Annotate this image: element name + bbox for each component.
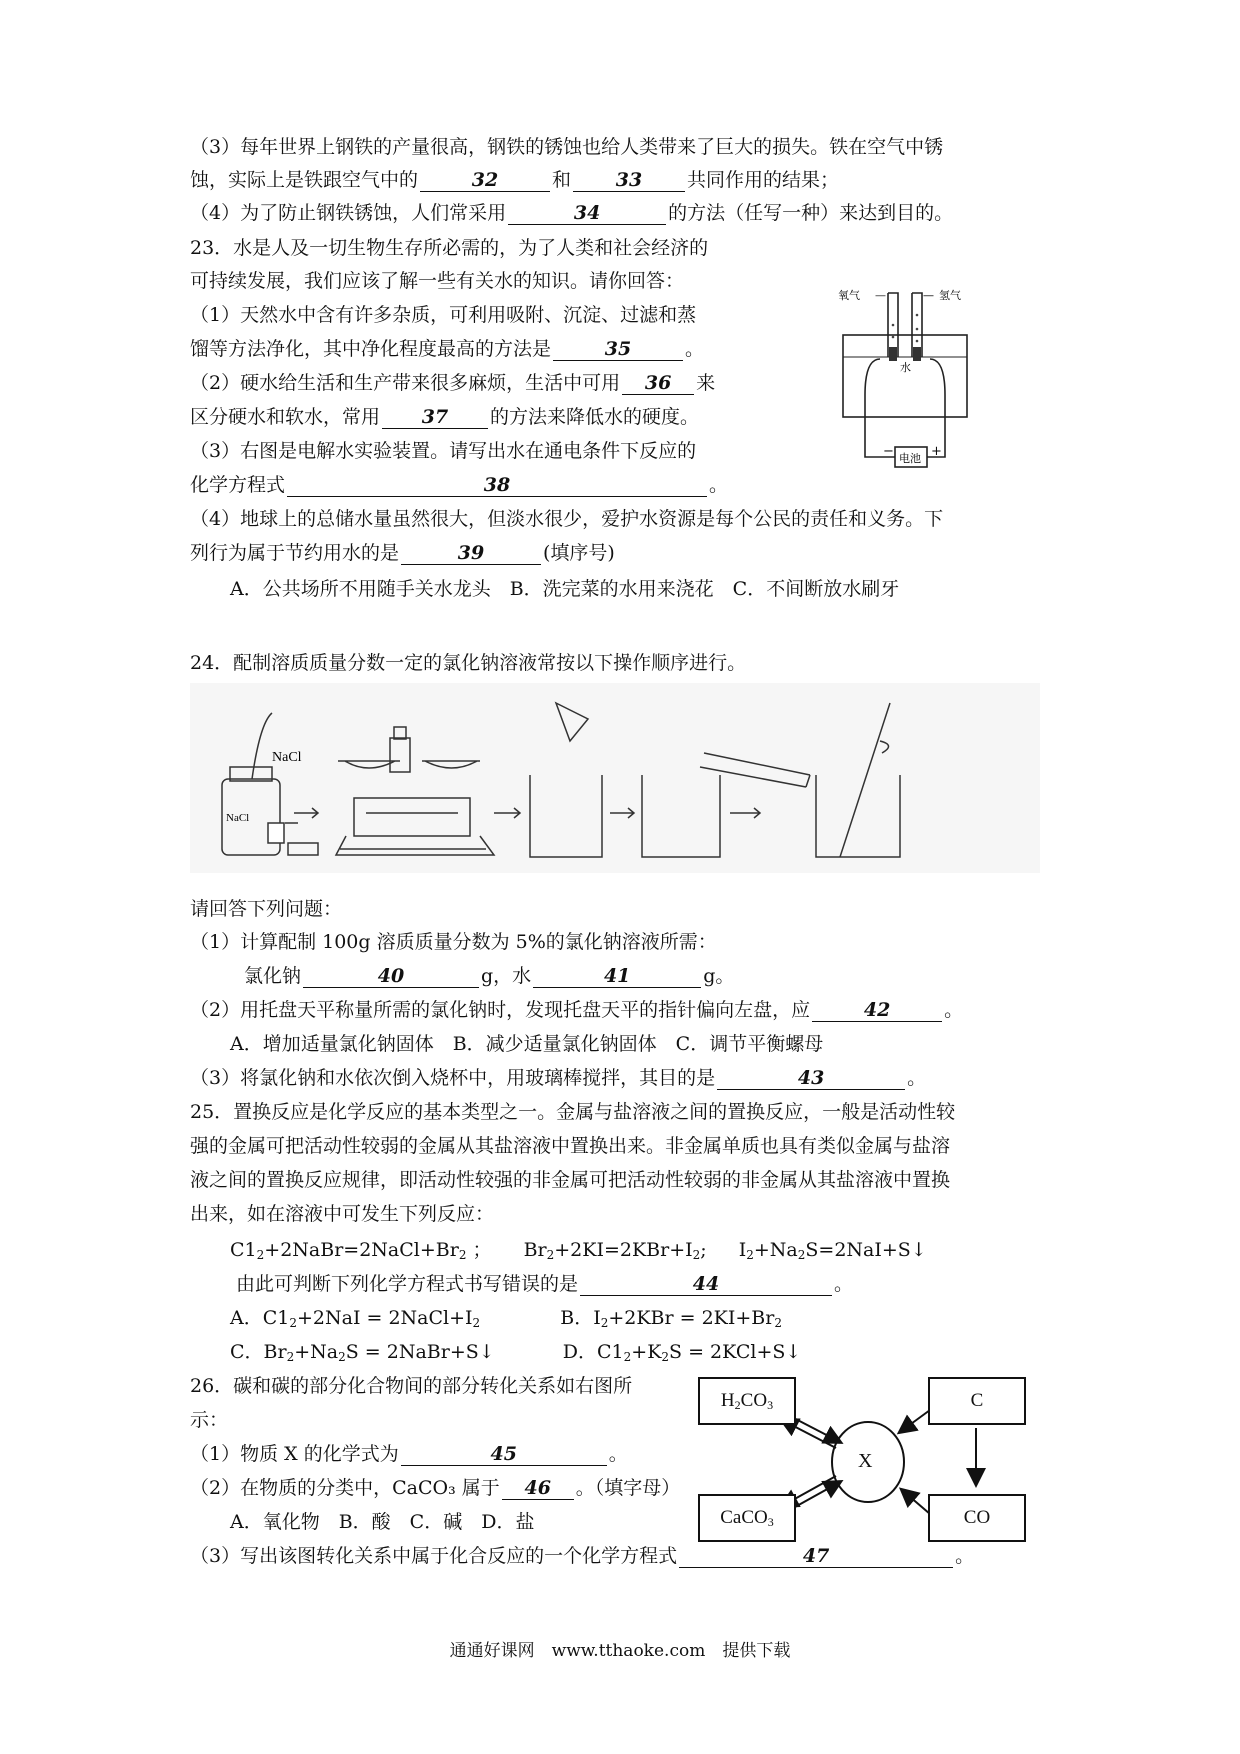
q22-line-1 — [190, 134, 943, 160]
q26-text: （2）在物质的分类中，CaCO₃ 属于 — [190, 1477, 500, 1499]
q23-line-2 — [190, 268, 684, 294]
q23-options: A．公共场所不用随手关水龙头 B．洗完菜的水用来浇花 C．不间断放水刷牙 — [230, 578, 900, 600]
q25-line-4 — [190, 1201, 494, 1227]
electrolysis-apparatus-figure — [835, 285, 975, 485]
q23-text: 。 — [709, 474, 729, 496]
q26-text: 。 — [608, 1443, 628, 1465]
plus-sign: + — [931, 444, 942, 459]
q22-text: 的方法（任写一种）来达到目的。 — [668, 202, 954, 224]
nacl-label: NaCl — [272, 750, 302, 765]
q25-text: 。 — [834, 1273, 854, 1295]
q22-text: 共同作用的结果； — [687, 169, 840, 191]
q24-text: （1）计算配制 100g 溶质质量分数为 5%的氯化钠溶液所需： — [190, 931, 717, 953]
reaction-2: $Br_2+2KI=2KBr+I_2$; — [523, 1239, 707, 1262]
q23-text: 化学方程式 — [190, 474, 286, 496]
blank-47[interactable]: 47 — [679, 1545, 953, 1568]
blank-45[interactable]: 45 — [401, 1443, 607, 1466]
q24-text: （3）将氯化钠和水依次倒入烧杯中，用玻璃棒搅拌，其目的是 — [190, 1067, 716, 1089]
q26-text: （3）写出该图转化关系中属于化合反应的一个化学方程式 — [190, 1545, 678, 1567]
q24-line-1 — [190, 650, 746, 676]
q24-text: 24．配制溶质质量分数一定的氯化钠溶液常按以下操作顺序进行。 — [190, 652, 747, 674]
reaction-1: $C1_2+2NaBr=2NaCl+Br_2$ ； — [230, 1239, 492, 1262]
blank-37[interactable]: 37 — [382, 406, 488, 429]
q24-text: 氯化钠 — [244, 965, 302, 987]
hydrogen-label: 氢气 — [939, 289, 961, 302]
q26-line-3 — [190, 1441, 628, 1467]
q24-line-7 — [190, 1065, 926, 1091]
solution-preparation-figure — [190, 683, 1040, 873]
blank-38[interactable]: 38 — [287, 474, 707, 497]
q22-text: （3）每年世界上钢铁的产量很高，钢铁的锈蚀也给人类带来了巨大的损失。铁在空气中锈 — [190, 136, 944, 158]
caco3-label: CaCO$_3$ — [720, 1507, 774, 1529]
q25-text: 由此可判断下列化学方程式书写错误的是 — [236, 1273, 579, 1295]
footer: 通通好课网 www.tthaoke.com 提供下载 — [449, 1641, 791, 1661]
q25-line-6 — [236, 1271, 853, 1297]
blank-41[interactable]: 41 — [533, 965, 701, 988]
q23-line-5 — [190, 370, 715, 396]
q26-options: A．氧化物 B．酸 C．碱 D．盐 — [230, 1511, 535, 1533]
q23-text: 23．水是人及一切生物生存所必需的，为了人类和社会经济的 — [190, 237, 709, 259]
blank-32[interactable]: 32 — [420, 169, 550, 192]
q26-line-4 — [190, 1475, 680, 1501]
q24-text: g，水 — [481, 965, 532, 987]
q23-line-6 — [190, 404, 699, 430]
q23-text: （2）硬水给生活和生产带来很多麻烦，生活中可用 — [190, 372, 621, 394]
q23-text: (填序号) — [543, 542, 615, 564]
q25-option-a: A．$C1_2+2NaI$ = $2NaCl+I_2$ — [230, 1307, 481, 1330]
q24-line-4 — [244, 963, 734, 989]
q23-text: （3）右图是电解水实验装置。请写出水在通电条件下反应的 — [190, 440, 697, 462]
q25-text: 液之间的置换反应规律，即活动性较强的非金属可把活动性较弱的非金属从其盐溶液中置换 — [190, 1169, 951, 1191]
q23-line-4 — [190, 336, 704, 362]
q23-line-10 — [190, 540, 615, 566]
blank-43[interactable]: 43 — [717, 1067, 905, 1090]
q23-text: 列行为属于节约用水的是 — [190, 542, 400, 564]
blank-44[interactable]: 44 — [580, 1273, 832, 1296]
h2co3-box — [698, 1377, 796, 1425]
q24-line-3 — [190, 929, 717, 955]
blank-42[interactable]: 42 — [812, 999, 942, 1022]
x-label: X — [858, 1450, 873, 1472]
blank-40[interactable]: 40 — [303, 965, 479, 988]
q25-reactions — [230, 1237, 927, 1263]
q25-option-row-1 — [230, 1305, 782, 1331]
blank-46[interactable]: 46 — [502, 1477, 574, 1500]
q22-text: 蚀，实际上是铁跟空气中的 — [190, 169, 419, 191]
q22-text: （4）为了防止钢铁锈蚀，人们常采用 — [190, 202, 507, 224]
q23-text: 馏等方法净化，其中净化程度最高的方法是 — [190, 338, 552, 360]
q23-text: 的方法来降低水的硬度。 — [490, 406, 700, 428]
q24-line-5 — [190, 997, 963, 1023]
q25-text: 强的金属可把活动性较弱的金属从其盐溶液中置换出来。非金属单质也具有类似金属与盐溶 — [190, 1135, 951, 1157]
q23-text: 来 — [696, 372, 716, 394]
blank-33[interactable]: 33 — [573, 169, 685, 192]
q25-line-1 — [190, 1099, 955, 1125]
blank-35[interactable]: 35 — [553, 338, 683, 361]
label-leader: — — [875, 289, 886, 302]
q23-line-8 — [190, 472, 728, 498]
q26-text: （1）物质 X 的化学式为 — [190, 1443, 399, 1465]
q22-line-2 — [190, 167, 839, 193]
blank-39[interactable]: 39 — [401, 542, 541, 565]
q23-line-3 — [190, 302, 696, 328]
q23-line-1 — [190, 235, 708, 261]
blank-34[interactable]: 34 — [508, 202, 666, 225]
oxygen-label: 氧气 — [838, 289, 860, 302]
q25-line-3 — [190, 1167, 950, 1193]
water-label: 水 — [900, 361, 911, 374]
q24-text: 请回答下列问题： — [190, 898, 343, 920]
q25-option-c: C．$Br_2+Na_2S$ = 2NaBr+S↓ — [230, 1341, 495, 1364]
q25-line-2 — [190, 1133, 950, 1159]
q26-line-1 — [190, 1373, 632, 1399]
q26-text: 。（填字母） — [575, 1477, 681, 1499]
q22-text: 和 — [552, 169, 572, 191]
q24-line-2 — [190, 896, 342, 922]
label-leader: — — [923, 289, 934, 302]
q25-option-row-2 — [230, 1339, 801, 1365]
q23-text: 。 — [685, 338, 705, 360]
q23-text: 区分硬水和软水，常用 — [190, 406, 381, 428]
minus-sign: − — [883, 444, 894, 459]
battery-label: 电池 — [899, 452, 921, 465]
q26-text: 26．碳和碳的部分化合物间的部分转化关系如右图所 — [190, 1375, 633, 1397]
co-label: CO — [963, 1507, 991, 1528]
q25-option-b: B．$I_2+2KBr = 2KI+Br_2$ — [560, 1307, 782, 1330]
q24-options: A．增加适量氯化钠固体 B．减少适量氯化钠固体 C．调节平衡螺母 — [230, 1033, 824, 1055]
q24-text: g。 — [703, 965, 735, 987]
q24-text: （2）用托盘天平称量所需的氯化钠时，发现托盘天平的指针偏向左盘，应 — [190, 999, 811, 1021]
q25-option-d: D．$C1_2+K_2S$ = 2KCl+S↓ — [562, 1341, 802, 1364]
q26-text: 。 — [955, 1545, 975, 1567]
q23-text: （4）地球上的总储水量虽然很大，但淡水很少，爱护水资源是每个公民的责任和义务。下 — [190, 508, 944, 530]
blank-36[interactable]: 36 — [622, 372, 694, 395]
jar-label: NaCl — [226, 812, 250, 824]
q22-line-3 — [190, 200, 953, 226]
q24-text: 。 — [944, 999, 964, 1021]
caco3-box — [698, 1494, 796, 1542]
q23-text: 可持续发展，我们应该了解一些有关水的知识。请你回答： — [190, 270, 685, 292]
q24-text: 。 — [907, 1067, 927, 1089]
carbon-label: C — [970, 1390, 984, 1411]
carbon-box — [928, 1377, 1026, 1425]
q26-line-2 — [190, 1407, 228, 1433]
q26-text: 示： — [190, 1409, 229, 1431]
q23-line-9 — [190, 506, 943, 532]
q25-text: 出来，如在溶液中可发生下列反应： — [190, 1203, 495, 1225]
q23-line-7 — [190, 438, 696, 464]
q25-text: 25．置换反应是化学反应的基本类型之一。金属与盐溶液之间的置换反应，一般是活动性较 — [190, 1101, 956, 1123]
co-box — [928, 1494, 1026, 1542]
q23-text: （1）天然水中含有许多杂质，可利用吸附、沉淀、过滤和蒸 — [190, 304, 697, 326]
h2co3-label: $H_2CO_3$ — [720, 1390, 774, 1412]
reaction-3: $I_2+Na_2S=2NaI+S↓$ — [738, 1239, 927, 1262]
